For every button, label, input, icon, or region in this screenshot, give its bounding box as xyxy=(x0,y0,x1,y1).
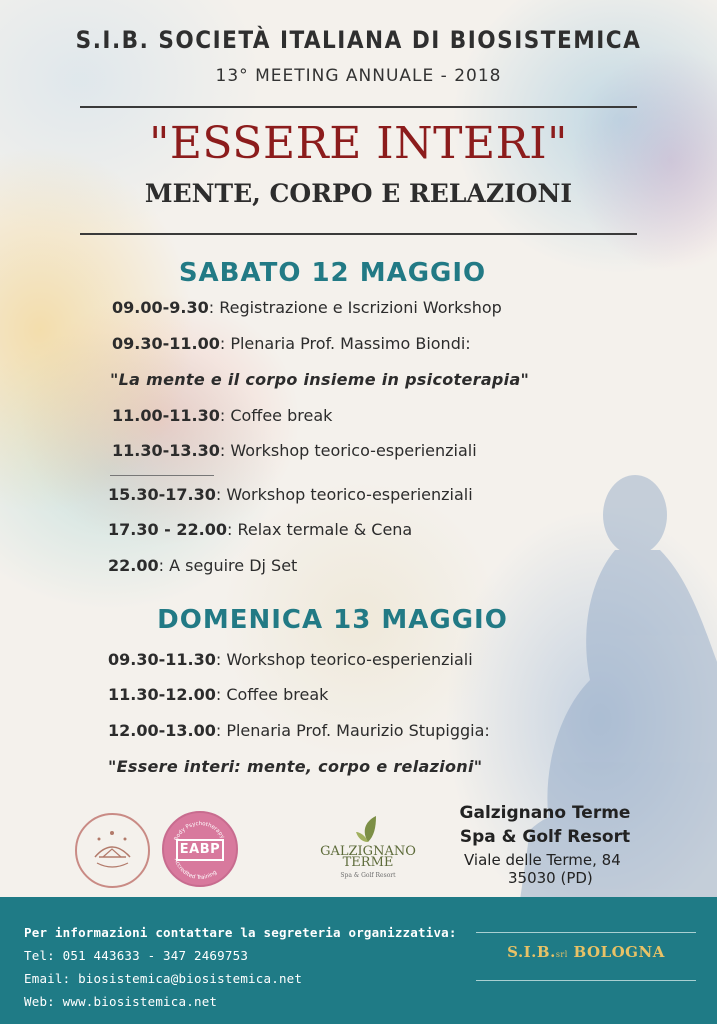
footer-brand-rule-bottom xyxy=(476,980,696,981)
sib-logo xyxy=(75,813,150,888)
eabp-label: EABP xyxy=(176,839,224,861)
day-title-saturday: SABATO 12 MAGGIO xyxy=(178,258,487,288)
schedule-row: 11.30-12.00: Coffee break xyxy=(108,685,329,704)
venue-name-line2: Spa & Golf Resort xyxy=(459,827,631,847)
schedule-row: 11.00-11.30: Coffee break xyxy=(112,406,333,425)
plenary-quote-sunday: "Essere interi: mente, corpo e relazioni" xyxy=(108,757,483,776)
footer-phone[interactable]: Tel: 051 443633 - 347 2469753 xyxy=(24,948,249,963)
org-title: S.I.B. SOCIETÀ ITALIANA DI BIOSISTEMICA xyxy=(75,26,642,54)
footer-website[interactable]: Web: www.biosistemica.net xyxy=(24,994,218,1009)
event-subheadline: MENTE, CORPO E RELAZIONI xyxy=(144,179,573,208)
schedule-row: 09.00-9.30: Registrazione e Iscrizioni Workshop xyxy=(112,298,502,317)
footer-info: Per informazioni contattare la segreteria organizzativa: xyxy=(24,925,457,940)
schedule-row: 17.30 - 22.00: Relax termale & Cena xyxy=(108,520,413,539)
meeting-subtitle: 13° MEETING ANNUALE - 2018 xyxy=(215,66,502,86)
sib-emblem-icon xyxy=(77,815,148,886)
footer-brand-rule-top xyxy=(476,932,696,933)
event-headline: "ESSERE INTERI" xyxy=(149,118,568,169)
galzignano-logo-tagline: Spa & Golf Resort xyxy=(340,872,396,879)
schedule-row: 11.30-13.30: Workshop teorico-esperienziali xyxy=(112,441,477,460)
eabp-logo xyxy=(162,811,238,887)
schedule-row: 12.00-13.00: Plenaria Prof. Maurizio Stupiggia: xyxy=(108,721,490,740)
leaf-icon xyxy=(318,812,418,846)
lunch-divider xyxy=(110,475,214,476)
galzignano-logo xyxy=(318,812,418,888)
venue-name-line1: Galzignano Terme xyxy=(459,803,631,823)
schedule-row: 15.30-17.30: Workshop teorico-esperienziali xyxy=(108,485,473,504)
day-title-sunday: DOMENICA 13 MAGGIO xyxy=(157,605,508,635)
footer-email[interactable]: Email: biosistemica@biosistemica.net xyxy=(24,971,303,986)
divider-top xyxy=(80,106,637,108)
venue-address-line2: 35030 (PD) xyxy=(508,869,593,887)
schedule-row: 22.00: A seguire Dj Set xyxy=(108,556,298,575)
schedule-row: 09.30-11.00: Plenaria Prof. Massimo Biondi: xyxy=(112,334,471,353)
svg-text:Accredited Training: Accredited Training xyxy=(172,857,219,882)
plenary-quote-saturday: "La mente e il corpo insieme in psicoterapia" xyxy=(110,370,530,389)
svg-text:Body Psychotherapy: Body Psychotherapy xyxy=(173,820,226,842)
schedule-row: 09.30-11.30: Workshop teorico-esperienziali xyxy=(108,650,473,669)
galzignano-logo-name: GALZIGNANO TERME xyxy=(320,844,416,870)
venue-address-line1: Viale delle Terme, 84 xyxy=(464,851,621,869)
footer-brand: S.I.B.srl BOLOGNA xyxy=(507,943,665,961)
divider-bottom xyxy=(80,233,637,235)
